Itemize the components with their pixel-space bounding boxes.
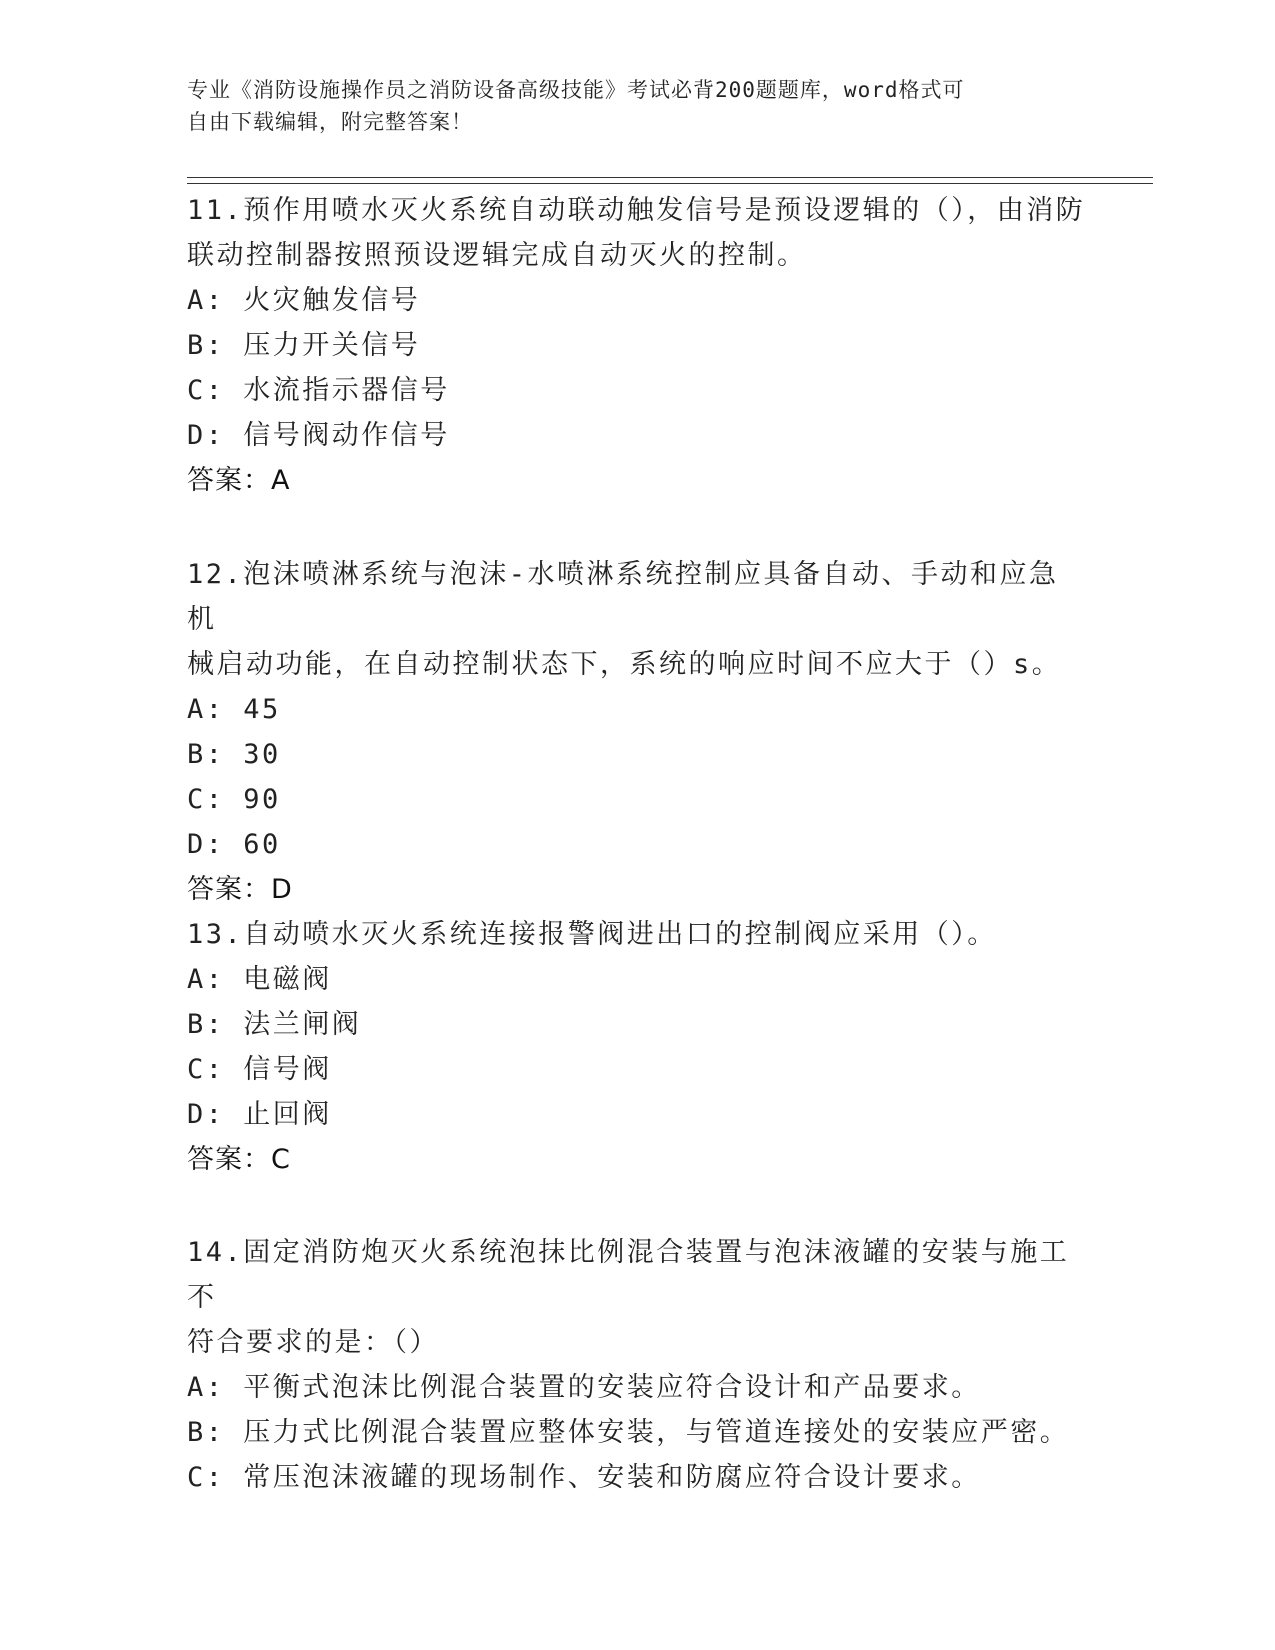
option-c: C: 常压泡沫液罐的现场制作、安装和防腐应符合设计要求。 xyxy=(187,1462,981,1493)
option-d: D: 60 xyxy=(187,829,281,860)
question-stem-line: 13.自动喷水灭火系统连接报警阀进出口的控制阀应采用（）。 xyxy=(187,919,997,950)
question-stem-line: 械启动功能，在自动控制状态下，系统的响应时间不应大于（）s。 xyxy=(187,649,1062,680)
option-c: C: 水流指示器信号 xyxy=(187,375,450,406)
answer: 答案：C xyxy=(187,1144,291,1175)
header-divider-top xyxy=(187,177,1153,178)
question-stem-line: 联动控制器按照预设逻辑完成自动灭火的控制。 xyxy=(187,240,807,271)
option-b: B: 压力开关信号 xyxy=(187,330,421,361)
option-c: C: 90 xyxy=(187,784,281,815)
option-b: B: 压力式比例混合装置应整体安装，与管道连接处的安装应严密。 xyxy=(187,1417,1070,1448)
header-line-1: 专业《消防设施操作员之消防设备高级技能》考试必背200题题库，word格式可 xyxy=(187,78,965,102)
answer: 答案：A xyxy=(187,465,291,496)
option-a: A: 45 xyxy=(187,694,281,725)
question-stem-line: 12.泡沫喷淋系统与泡沫-水喷淋系统控制应具备自动、手动和应急机 xyxy=(187,559,1059,635)
header-divider-bottom xyxy=(187,183,1153,184)
option-d: D: 止回阀 xyxy=(187,1099,332,1130)
question-stem-line: 14.固定消防炮灭火系统泡抹比例混合装置与泡沫液罐的安装与施工不 xyxy=(187,1237,1070,1313)
question-stem-line: 符合要求的是：（） xyxy=(187,1327,439,1358)
question-14 xyxy=(187,1230,1087,1500)
document-header xyxy=(187,74,1067,138)
question-11 xyxy=(187,188,1087,503)
header-line-2: 自由下载编辑，附完整答案！ xyxy=(187,110,473,134)
option-d: D: 信号阀动作信号 xyxy=(187,420,450,451)
question-12 xyxy=(187,552,1087,912)
option-c: C: 信号阀 xyxy=(187,1054,332,1085)
question-stem-line: 11.预作用喷水灭火系统自动联动触发信号是预设逻辑的（），由消防 xyxy=(187,195,1086,226)
option-a: A: 平衡式泡沫比例混合装置的安装应符合设计和产品要求。 xyxy=(187,1372,981,1403)
answer: 答案：D xyxy=(187,874,293,905)
option-b: B: 30 xyxy=(187,739,281,770)
option-a: A: 电磁阀 xyxy=(187,964,332,995)
option-a: A: 火灾触发信号 xyxy=(187,285,421,316)
option-b: B: 法兰闸阀 xyxy=(187,1009,362,1040)
question-13 xyxy=(187,912,1087,1182)
